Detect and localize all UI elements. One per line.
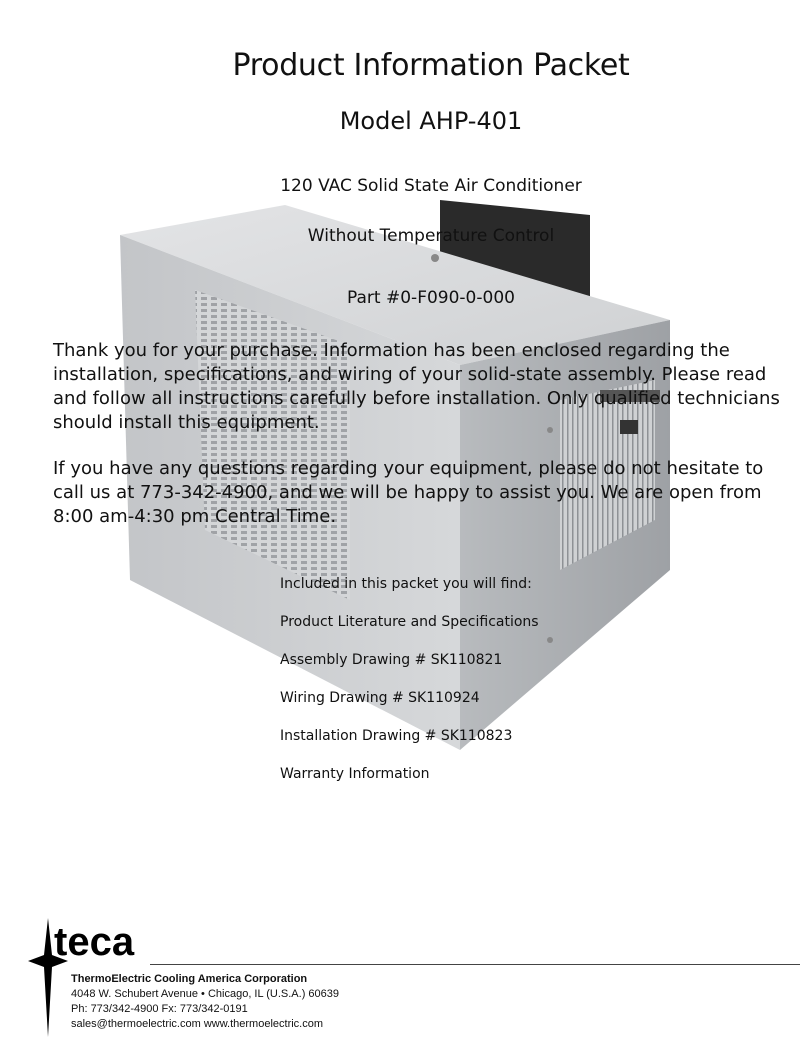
screw <box>431 254 439 262</box>
packet-contents-list <box>280 575 539 803</box>
screw <box>547 637 553 643</box>
list-item: Warranty Information <box>280 766 430 782</box>
model-title: Model AHP-401 <box>339 107 523 135</box>
page-title: Product Information Packet <box>232 48 630 83</box>
product-description: 120 VAC Solid State Air Conditioner <box>280 176 582 196</box>
packet-intro: Included in this packet you will find: <box>280 576 532 592</box>
company-name: ThermoElectric Cooling America Corporation <box>71 973 308 985</box>
list-item: Installation Drawing # SK110823 <box>280 728 513 744</box>
product-control: Without Temperature Control <box>307 226 555 246</box>
company-info <box>71 972 339 1032</box>
company-contact: sales@thermoelectric.com www.thermoelectric.com <box>71 1018 324 1030</box>
contact-paragraph: If you have any questions regarding your equipment, please do not hesitate to call us at 773-342-4900, and we will be happy to assist you. We are open from 8:00 am-4:30 pm Central Time. <box>53 458 764 527</box>
company-address: 4048 W. Schubert Avenue • Chicago, IL (U.S.A.) 60639 <box>71 988 340 1000</box>
list-item: Wiring Drawing # SK110924 <box>280 690 480 706</box>
intro-paragraph: Thank you for your purchase. Information has been enclosed regarding the installation, specifications, and wiring of your solid-state assembly. Please read and follow all instructions carefully before installation. Only qualified technicians should install this equipment. <box>53 340 780 433</box>
list-item: Product Literature and Specifications <box>280 614 539 630</box>
list-item: Assembly Drawing # SK110821 <box>280 652 503 668</box>
part-number: Part #0-F090-0-000 <box>347 288 515 308</box>
footer-divider <box>150 964 800 965</box>
company-phone: Ph: 773/342-4900 Fx: 773/342-0191 <box>71 1003 248 1015</box>
logo-text: teca <box>54 920 135 964</box>
